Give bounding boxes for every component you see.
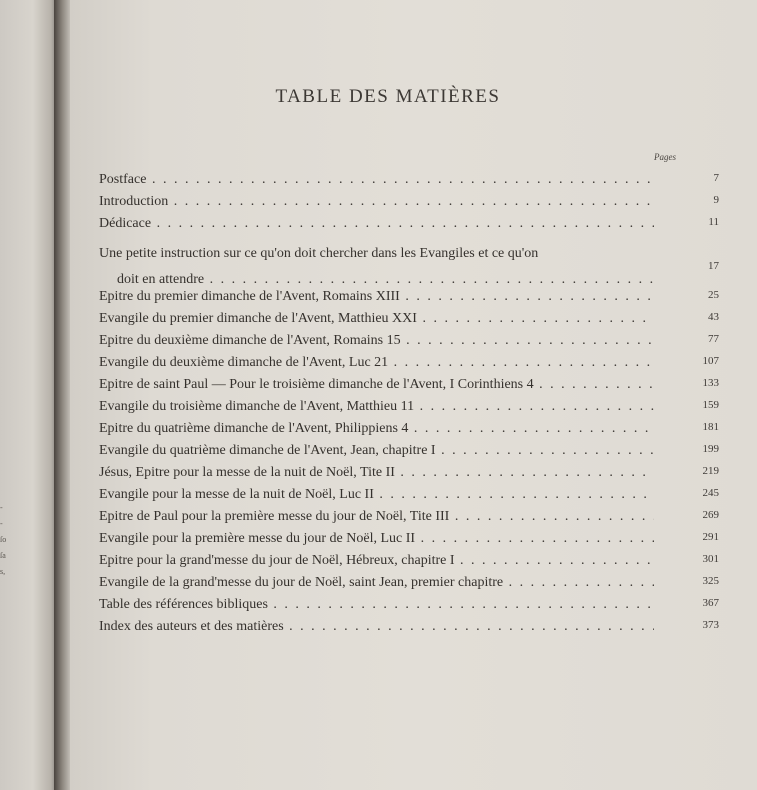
- toc-entry-page: 325: [702, 575, 719, 587]
- toc-entry-title: Table des références bibliques . . .: [99, 597, 654, 613]
- toc-entry: [99, 246, 719, 288]
- toc-entry-page: 367: [702, 597, 719, 609]
- toc-entry-page: 11: [708, 216, 719, 228]
- toc-entry-title: Epitre de saint Paul — Pour le troisième dimanche de l'Avent, I Corinthiens 4 . . .: [99, 377, 654, 393]
- toc-entry-page: 77: [708, 333, 719, 345]
- toc-entry-title: Epitre de Paul pour la première messe du jour de Noël, Tite III . . .: [99, 509, 654, 525]
- toc-entry-title: Epitre pour la grand'messe du jour de Noël, Hébreux, chapitre I . . .: [99, 553, 654, 569]
- toc-entry-title: Epitre du premier dimanche de l'Avent, Romains XIII . . .: [99, 289, 654, 305]
- toc-entry-page: 291: [702, 531, 719, 543]
- facing-page: [0, 0, 60, 790]
- toc-entry: [99, 353, 719, 375]
- toc-entry-title-continued: doit en attendre . . .: [117, 272, 654, 288]
- toc-entry-title: Evangile du quatrième dimanche de l'Avent, Jean, chapitre I . . .: [99, 443, 654, 459]
- toc-entry: [99, 287, 719, 309]
- toc-entry-page: 181: [702, 421, 719, 433]
- toc-entry: [99, 331, 719, 353]
- facing-page-edge-text: ‑ ‑ ſo ſa s,: [0, 503, 7, 576]
- book-page: [70, 0, 757, 790]
- toc-entry: [99, 551, 719, 573]
- toc-entry: [99, 309, 719, 331]
- toc-entry-title: Evangile du premier dimanche de l'Avent, Matthieu XXI . . .: [99, 311, 654, 327]
- toc-entry: [99, 419, 719, 441]
- toc-entry-title: Evangile du deuxième dimanche de l'Avent, Luc 21 . . .: [99, 355, 654, 371]
- toc-entry-page: 159: [702, 399, 719, 411]
- toc-entry-page: 17: [708, 260, 719, 272]
- toc-entry-page: 373: [702, 619, 719, 631]
- toc-entry: [99, 192, 719, 214]
- toc-entry-page: 133: [702, 377, 719, 389]
- toc-entry-title: Epitre du deuxième dimanche de l'Avent, Romains 15 . . .: [99, 333, 654, 349]
- toc-entry-title: Introduction . . .: [99, 194, 654, 210]
- toc-entry: [99, 617, 719, 639]
- toc-entry: [99, 375, 719, 397]
- toc-entry: [99, 529, 719, 551]
- toc-entry-title: Postface . . .: [99, 172, 654, 188]
- toc-entry-page: 107: [702, 355, 719, 367]
- toc-entry: [99, 214, 719, 236]
- toc-entry: [99, 573, 719, 595]
- toc-entry-title: Une petite instruction sur ce qu'on doit chercher dans les Evangiles et ce qu'on: [99, 246, 539, 261]
- toc-entry-page: 199: [702, 443, 719, 455]
- toc-entry-title: Epitre du quatrième dimanche de l'Avent, Philippiens 4 . . .: [99, 421, 654, 437]
- toc-entry-page: 219: [702, 465, 719, 477]
- toc-entry: [99, 397, 719, 419]
- toc-entry-page: 9: [713, 194, 719, 206]
- toc-entry-title: Evangile pour la première messe du jour de Noël, Luc II . . .: [99, 531, 654, 547]
- toc-entry-title: Jésus, Epitre pour la messe de la nuit de Noël, Tite II . . .: [99, 465, 654, 481]
- toc-entry: [99, 485, 719, 507]
- toc-entry-page: 43: [708, 311, 719, 323]
- toc-entry-title: Dédicace . . .: [99, 216, 654, 232]
- toc-entry-title: Evangile de la grand'messe du jour de Noël, saint Jean, premier chapitre . . .: [99, 575, 654, 591]
- page-title: TABLE DES MATIÈRES: [275, 86, 501, 107]
- toc-entry-title: Evangile du troisième dimanche de l'Avent, Matthieu 11 . . .: [99, 399, 654, 415]
- toc-entry: [99, 463, 719, 485]
- toc-entry: [99, 507, 719, 529]
- toc-entry-title: Evangile pour la messe de la nuit de Noël, Luc II . . .: [99, 487, 654, 503]
- toc-entry-page: 301: [702, 553, 719, 565]
- toc-entry-page: 7: [713, 172, 719, 184]
- toc-entry: [99, 595, 719, 617]
- toc-entry-page: 269: [702, 509, 719, 521]
- pages-column-header: Pages: [654, 152, 676, 162]
- toc-entry-page: 25: [708, 289, 719, 301]
- toc-entry-page: 245: [702, 487, 719, 499]
- toc-entry-title: Index des auteurs et des matières . . .: [99, 619, 654, 635]
- toc-entry: [99, 170, 719, 192]
- toc-entry: [99, 441, 719, 463]
